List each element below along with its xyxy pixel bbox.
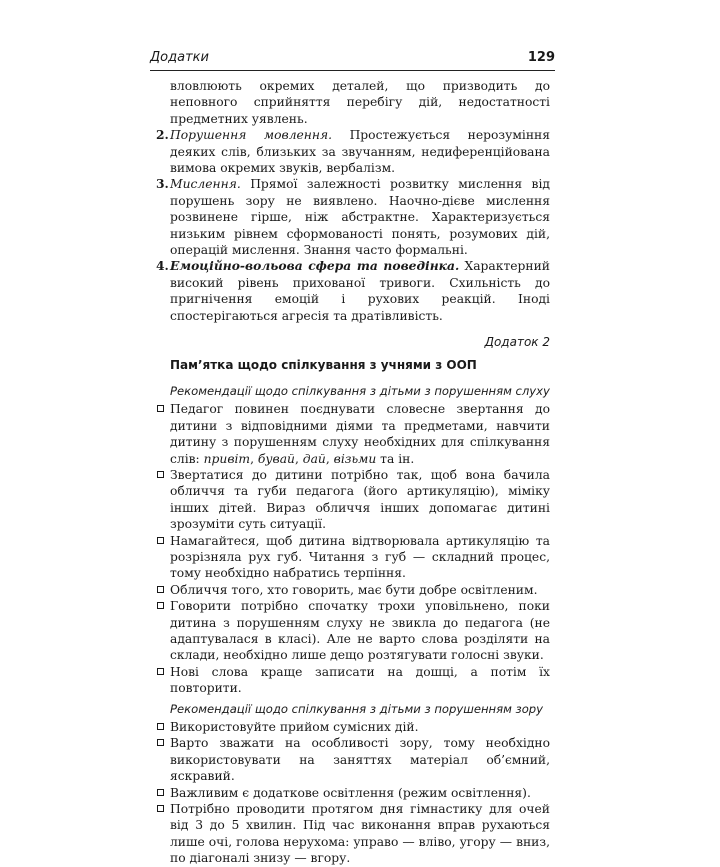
hearing-subtitle: Рекомендації щодо спілкування з дітьми з порушенням слуху (170, 383, 550, 398)
bullet-text: Нові слова краще записати на дошці, а потім їх повторити. (170, 664, 550, 696)
item-number: 3. (156, 176, 169, 192)
square-bullet-icon (157, 471, 164, 478)
square-bullet-icon (157, 586, 164, 593)
hearing-bullet-6 (152, 664, 550, 697)
intro-continuation: вловлюють окремих деталей, що призводить до неповного сприйняття перебігу дій, недостатності предметних уявлень. (170, 79, 550, 126)
square-bullet-icon (157, 602, 164, 609)
page-body (152, 78, 550, 867)
item-text: Характерний високий рівень прихованої тривоги. Схильність до пригнічення емоцій і рухових реакцій. Іноді спостерігаються агресія та дратівливість. (170, 259, 550, 323)
item-number: 4. (156, 258, 169, 274)
example-word: бувай (257, 451, 295, 466)
numbered-item-3 (152, 176, 550, 258)
square-bullet-icon (157, 405, 164, 412)
item-title: Мислення. (170, 177, 241, 192)
bullet-text: Варто зважати на особливості зору, тому необхідно використовувати на заняттях матеріал об’ємний, яскравий. (170, 736, 550, 784)
page-number: 129 (527, 50, 555, 65)
item-text: Простежується нерозуміння деяких слів, близьких за звучанням, недиференційована вимова окремих звуків, вербалізм. (170, 128, 550, 176)
hearing-bullet-3 (152, 533, 550, 582)
section-title: Додатки (150, 50, 209, 65)
bullet-text: Звертатися до дитини потрібно так, щоб вона бачила обличчя та губи педагога (його артикуляцію), міміку інших дітей. Вираз обличчя інших допомагає дитині зрозуміти суть ситуації. (170, 467, 550, 532)
bullet-text: Обличчя того, хто говорить, має бути добре освітленим. (170, 582, 538, 597)
square-bullet-icon (157, 805, 164, 812)
item-text: Прямої залежності розвитку мислення від порушень зору не виявлено. Наочно-дієве мислення розвинене гірше, ніж абстрактне. Характеризується низьким рівнем сформованості понять, розумових дій, операцій мислення. Знання часто формальні. (170, 177, 550, 258)
square-bullet-icon (157, 537, 164, 544)
square-bullet-icon (157, 789, 164, 796)
square-bullet-icon (157, 739, 164, 746)
numbered-item-4 (152, 258, 550, 324)
item-number: 2. (156, 127, 169, 143)
hearing-bullet-5 (152, 598, 550, 664)
example-word: дай (302, 451, 326, 466)
bullet-text: Намагайтеся, щоб дитина відтворювала артикуляцію та розрізняла рух губ. Читання з губ — складний процес, тому необхідно набратись терпіння. (170, 533, 550, 581)
square-bullet-icon (157, 668, 164, 675)
appendix-label: Додаток 2 (484, 335, 550, 350)
bullet-text: Використовуйте прийом сумісних дій. (170, 720, 419, 735)
item-title: Емоційно-вольова сфера та поведінка. (170, 258, 460, 274)
example-word: візьми (333, 451, 377, 466)
vision-subtitle: Рекомендації щодо спілкування з дітьми з порушенням зору (170, 701, 544, 716)
bullet-text-end: та ін. (376, 451, 415, 466)
numbered-item-2 (152, 127, 550, 176)
hearing-bullet-2 (152, 467, 550, 533)
vision-bullet-3 (152, 785, 550, 801)
hearing-bullet-1: Педагог повинен поєднувати словесне звертання до дитини з відповідними діями та предметами, навчити дитину з порушенням слуху необхідних для спілкування слів: привіт, бувай, дай, візьми та ін. (152, 401, 550, 467)
bullet-text: Важливим є додаткове освітлення (режим освітлення). (170, 785, 531, 800)
hearing-bullet-4 (152, 582, 550, 598)
memo-title: Пам’ятка щодо спілкування з учнями з ООП (170, 357, 477, 372)
square-bullet-icon (157, 723, 164, 730)
vision-bullet-2 (152, 735, 550, 784)
bullet-text: Потрібно проводити протягом дня гімнастику для очей від 3 до 5 хвилин. Під час виконання вправ рухаються лише очі, голова нерухома: управо — вліво, угору — вниз, по діагоналі знизу — вгору. (170, 802, 550, 866)
vision-bullet-4 (152, 801, 550, 867)
example-word: привіт (203, 451, 251, 466)
bullet-text: Говорити потрібно спочатку трохи уповільнено, поки дитина з порушенням слуху не звикла до педагога (не адаптувалася в класі). Але не варто слова розділяти на склади, необхідно лише дещо розтягувати голосні звуки. (170, 599, 550, 663)
bullet-text: Педагог повинен поєднувати словесне звертання до дитини з відповідними діями та предметами, навчити дитину з порушенням слуху необхідних для спілкування слів: (170, 402, 550, 466)
running-header (150, 48, 555, 71)
vision-bullet-1 (152, 719, 550, 735)
item-title: Порушення мовлення. (170, 128, 333, 143)
